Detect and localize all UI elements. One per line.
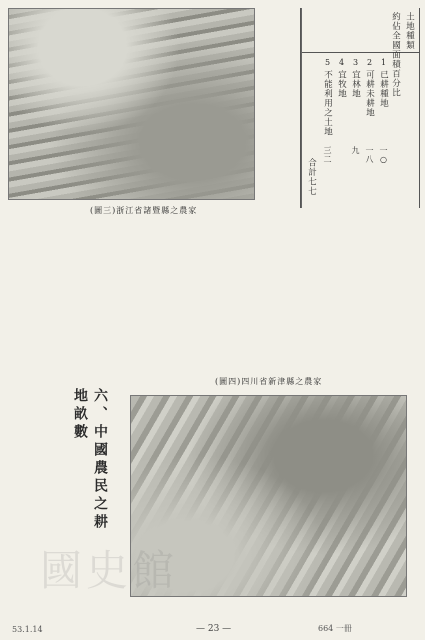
table-row-type: 可耕未耕地 bbox=[364, 70, 375, 118]
table-row-num: 5 bbox=[323, 58, 332, 68]
table-row-num: 4 bbox=[337, 58, 346, 68]
table-row-value: 三二 bbox=[323, 146, 332, 164]
table-row-num: 2 bbox=[365, 58, 374, 68]
page-number: — 23 — bbox=[196, 624, 232, 634]
table-row-num: 3 bbox=[351, 58, 360, 68]
land-use-table bbox=[300, 8, 420, 208]
section-title: 中國農民之耕地畝數 bbox=[72, 388, 108, 532]
photo-caption-zhejiang: (圖三)浙江省諸暨縣之農家 bbox=[90, 206, 198, 215]
section-heading: 六、中國農民之耕地畝數 bbox=[72, 388, 108, 532]
table-row-type: 已耕種地 bbox=[378, 70, 389, 108]
archive-watermark: 國史館 bbox=[40, 546, 179, 595]
table-row-value: 九 bbox=[351, 146, 360, 155]
table-row-type: 宜林地 bbox=[350, 70, 361, 99]
table-total: 合計七七 bbox=[306, 158, 317, 196]
footer-archive-ref: 664 一冊 bbox=[318, 624, 352, 633]
table-row-type: 不能利用之土地 bbox=[322, 70, 333, 137]
table-header-percentage: 約佔全國面積百分比 bbox=[390, 12, 401, 98]
zhejiang-farmhouse-photo bbox=[8, 8, 255, 200]
footer-date: 53.1.14 bbox=[12, 625, 43, 634]
photo-caption-sichuan: (圖四)四川省新津縣之農家 bbox=[215, 377, 323, 386]
table-row-value: 一○ bbox=[379, 146, 388, 165]
table-header-row bbox=[301, 8, 419, 53]
table-row-value: 一八 bbox=[365, 146, 374, 164]
table-header-land-type: 土地種類 bbox=[404, 12, 415, 50]
table-row-num: 1 bbox=[379, 58, 388, 68]
section-number: 六 bbox=[92, 388, 108, 406]
table-row-type: 宜牧地 bbox=[336, 70, 347, 99]
